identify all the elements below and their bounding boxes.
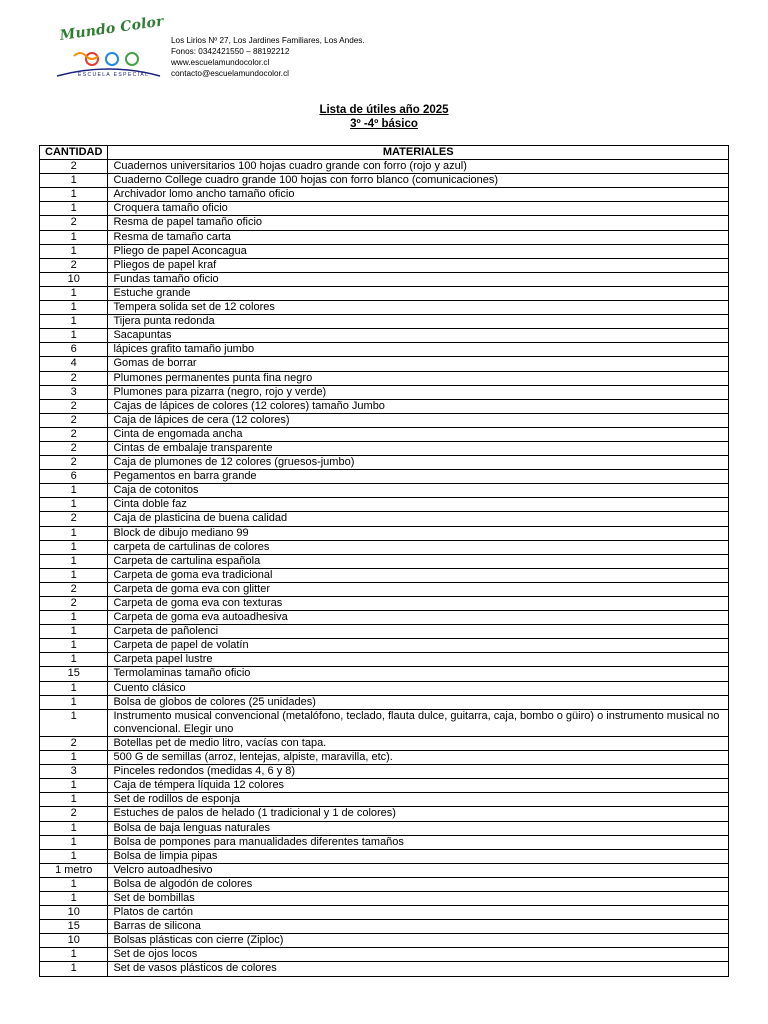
title-line-1: Lista de útiles año 2025 [319, 104, 449, 116]
material-cell: Termolaminas tamaño oficio [108, 667, 729, 681]
table-row [40, 835, 729, 849]
quantity-cell: 6 [40, 470, 108, 484]
quantity-cell: 2 [40, 512, 108, 526]
table-row [40, 653, 729, 667]
quantity-cell: 1 [40, 709, 108, 736]
material-cell: Caja de cotonitos [108, 484, 729, 498]
material-cell: Cuaderno College cuadro grande 100 hojas con forro blanco (comunicaciones) [108, 174, 729, 188]
material-cell: Cuento clásico [108, 681, 729, 695]
quantity-cell: 1 [40, 639, 108, 653]
quantity-cell: 2 [40, 736, 108, 750]
material-cell: Bolsa de baja lenguas naturales [108, 821, 729, 835]
material-cell: Bolsa de limpia pipas [108, 849, 729, 863]
quantity-cell: 2 [40, 258, 108, 272]
material-cell: Pinceles redondos (medidas 4, 6 y 8) [108, 765, 729, 779]
quantity-cell: 10 [40, 934, 108, 948]
quantity-cell: 1 [40, 751, 108, 765]
quantity-cell: 1 [40, 244, 108, 258]
material-cell: Bolsa de globos de colores (25 unidades) [108, 695, 729, 709]
table-row [40, 512, 729, 526]
table-row [40, 526, 729, 540]
table-row [40, 948, 729, 962]
quantity-cell: 3 [40, 385, 108, 399]
quantity-cell: 2 [40, 427, 108, 441]
table-row [40, 709, 729, 736]
quantity-cell: 1 [40, 526, 108, 540]
header-materials: MATERIALES [108, 146, 729, 160]
quantity-cell: 1 [40, 202, 108, 216]
quantity-cell: 15 [40, 667, 108, 681]
material-cell: Tijera punta redonda [108, 315, 729, 329]
material-cell: Cuadernos universitarios 100 hojas cuadro grande con forro (rojo y azul) [108, 160, 729, 174]
quantity-cell: 1 [40, 948, 108, 962]
table-row [40, 188, 729, 202]
material-cell: Croquera tamaño oficio [108, 202, 729, 216]
quantity-cell: 1 [40, 793, 108, 807]
material-cell: carpeta de cartulinas de colores [108, 540, 729, 554]
material-cell: Tempera solida set de 12 colores [108, 301, 729, 315]
table-row [40, 258, 729, 272]
quantity-cell: 1 [40, 301, 108, 315]
table-row [40, 821, 729, 835]
table-row [40, 484, 729, 498]
material-cell: Pliegos de papel kraf [108, 258, 729, 272]
quantity-cell: 1 [40, 568, 108, 582]
table-row [40, 877, 729, 891]
quantity-cell: 10 [40, 272, 108, 286]
table-row [40, 639, 729, 653]
quantity-cell: 1 [40, 849, 108, 863]
table-row [40, 216, 729, 230]
quantity-cell: 1 [40, 695, 108, 709]
quantity-cell: 1 [40, 498, 108, 512]
table-row [40, 470, 729, 484]
material-cell: Velcro autoadhesivo [108, 863, 729, 877]
table-row [40, 371, 729, 385]
address: Los Lirios Nº 27, Los Jardines Familiares, Los Andes. [171, 36, 365, 45]
table-row [40, 399, 729, 413]
table-row [40, 315, 729, 329]
quantity-cell: 1 [40, 174, 108, 188]
material-cell: Carpeta de papel de volatín [108, 639, 729, 653]
material-cell: Caja de lápices de cera (12 colores) [108, 413, 729, 427]
quantity-cell: 1 [40, 877, 108, 891]
quantity-cell: 1 [40, 891, 108, 905]
table-row [40, 230, 729, 244]
quantity-cell: 1 [40, 230, 108, 244]
table-row [40, 202, 729, 216]
table-row [40, 751, 729, 765]
quantity-cell: 1 [40, 653, 108, 667]
quantity-cell: 1 [40, 329, 108, 343]
material-cell: Plumones para pizarra (negro, rojo y verde) [108, 385, 729, 399]
quantity-cell: 2 [40, 399, 108, 413]
material-cell: Set de bombillas [108, 891, 729, 905]
material-cell: Pegamentos en barra grande [108, 470, 729, 484]
material-cell: Carpeta de goma eva con glitter [108, 582, 729, 596]
table-row [40, 779, 729, 793]
quantity-cell: 2 [40, 597, 108, 611]
material-cell: Bolsas plásticas con cierre (Ziploc) [108, 934, 729, 948]
title-line-2: 3º -4º básico [350, 118, 418, 130]
material-cell: Carpeta de goma eva con texturas [108, 597, 729, 611]
material-cell: Resma de tamaño carta [108, 230, 729, 244]
table-row [40, 427, 729, 441]
material-cell: Sacapuntas [108, 329, 729, 343]
header-quantity: CANTIDAD [40, 146, 108, 160]
quantity-cell: 1 [40, 821, 108, 835]
quantity-cell: 2 [40, 371, 108, 385]
material-cell: Cinta doble faz [108, 498, 729, 512]
table-row [40, 329, 729, 343]
table-row [40, 681, 729, 695]
table-row [40, 272, 729, 286]
quantity-cell: 2 [40, 216, 108, 230]
material-cell: Carpeta de cartulina española [108, 554, 729, 568]
material-cell: Cintas de embalaje transparente [108, 441, 729, 455]
contact-info [171, 35, 365, 79]
table-row [40, 920, 729, 934]
quantity-cell: 15 [40, 920, 108, 934]
material-cell: Barras de silicona [108, 920, 729, 934]
material-cell: Caja de plasticina de buena calidad [108, 512, 729, 526]
material-cell: Set de rodillos de esponja [108, 793, 729, 807]
phones: Fonos: 0342421550 – 88192212 [171, 47, 290, 56]
logo-text: Mundo Color [58, 13, 165, 44]
quantity-cell: 1 [40, 188, 108, 202]
table-row [40, 863, 729, 877]
material-cell: Block de dibujo mediano 99 [108, 526, 729, 540]
table-row [40, 540, 729, 554]
material-cell: Pliego de papel Aconcagua [108, 244, 729, 258]
material-cell: Archivador lomo ancho tamaño oficio [108, 188, 729, 202]
material-cell: Fundas tamaño oficio [108, 272, 729, 286]
material-cell: Estuches de palos de helado (1 tradicional y 1 de colores) [108, 807, 729, 821]
table-row [40, 934, 729, 948]
supplies-table [39, 145, 729, 977]
quantity-cell: 1 [40, 625, 108, 639]
table-row [40, 244, 729, 258]
quantity-cell: 2 [40, 582, 108, 596]
material-cell: Estuche grande [108, 286, 729, 300]
material-cell: Caja de témpera líquida 12 colores [108, 779, 729, 793]
table-row [40, 441, 729, 455]
table-row [40, 849, 729, 863]
material-cell: Bolsa de pompones para manualidades diferentes tamaños [108, 835, 729, 849]
quantity-cell: 2 [40, 441, 108, 455]
table-row [40, 385, 729, 399]
material-cell: Resma de papel tamaño oficio [108, 216, 729, 230]
material-cell: Caja de plumones de 12 colores (gruesos-jumbo) [108, 456, 729, 470]
quantity-cell: 6 [40, 343, 108, 357]
quantity-cell: 1 [40, 315, 108, 329]
material-cell: Platos de cartón [108, 906, 729, 920]
material-cell: Carpeta papel lustre [108, 653, 729, 667]
table-row [40, 568, 729, 582]
table-row [40, 597, 729, 611]
table-row [40, 582, 729, 596]
material-cell: Set de ojos locos [108, 948, 729, 962]
material-cell: Set de vasos plásticos de colores [108, 962, 729, 976]
table-row [40, 891, 729, 905]
table-row [40, 456, 729, 470]
table-row [40, 793, 729, 807]
table-row [40, 807, 729, 821]
quantity-cell: 2 [40, 413, 108, 427]
quantity-cell: 1 [40, 611, 108, 625]
table-row [40, 357, 729, 371]
material-cell: Cajas de lápices de colores (12 colores) tamaño Jumbo [108, 399, 729, 413]
table-row [40, 160, 729, 174]
quantity-cell: 1 [40, 286, 108, 300]
table-row [40, 413, 729, 427]
table-row [40, 343, 729, 357]
material-cell: 500 G de semillas (arroz, lentejas, alpiste, maravilla, etc). [108, 751, 729, 765]
material-cell: Botellas pet de medio litro, vacías con tapa. [108, 736, 729, 750]
material-cell: Carpeta de pañolenci [108, 625, 729, 639]
material-cell: lápices grafito tamaño jumbo [108, 343, 729, 357]
quantity-cell: 1 [40, 962, 108, 976]
material-cell: Gomas de borrar [108, 357, 729, 371]
table-header-row [40, 146, 729, 160]
school-logo [52, 13, 165, 84]
quantity-cell: 1 [40, 681, 108, 695]
quantity-cell: 10 [40, 906, 108, 920]
table-row [40, 554, 729, 568]
quantity-cell: 1 [40, 484, 108, 498]
material-cell: Carpeta de goma eva autoadhesiva [108, 611, 729, 625]
table-row [40, 736, 729, 750]
table-row [40, 286, 729, 300]
logo-caption: ESCUELA ESPECIAL [78, 72, 150, 78]
quantity-cell: 1 [40, 554, 108, 568]
document-title [0, 103, 768, 131]
website-link[interactable]: www.escuelamundocolor.cl [171, 58, 270, 67]
table-row [40, 174, 729, 188]
table-row [40, 695, 729, 709]
table-row [40, 962, 729, 976]
quantity-cell: 1 metro [40, 863, 108, 877]
table-row [40, 906, 729, 920]
quantity-cell: 2 [40, 807, 108, 821]
quantity-cell: 2 [40, 160, 108, 174]
quantity-cell: 1 [40, 835, 108, 849]
table-row [40, 667, 729, 681]
table-row [40, 301, 729, 315]
quantity-cell: 1 [40, 779, 108, 793]
table-row [40, 498, 729, 512]
email-link[interactable]: contacto@escuelamundocolor.cl [171, 69, 289, 78]
quantity-cell: 1 [40, 540, 108, 554]
quantity-cell: 2 [40, 456, 108, 470]
material-cell: Plumones permanentes punta fina negro [108, 371, 729, 385]
quantity-cell: 3 [40, 765, 108, 779]
material-cell: Carpeta de goma eva tradicional [108, 568, 729, 582]
table-row [40, 625, 729, 639]
quantity-cell: 4 [40, 357, 108, 371]
table-row [40, 611, 729, 625]
material-cell: Bolsa de algodón de colores [108, 877, 729, 891]
table-row [40, 765, 729, 779]
material-cell: Instrumento musical convencional (metalófono, teclado, flauta dulce, guitarra, caja, bombo o güiro) o instrumento musical no convencional. Elegir uno [108, 709, 729, 736]
material-cell: Cinta de engomada ancha [108, 427, 729, 441]
